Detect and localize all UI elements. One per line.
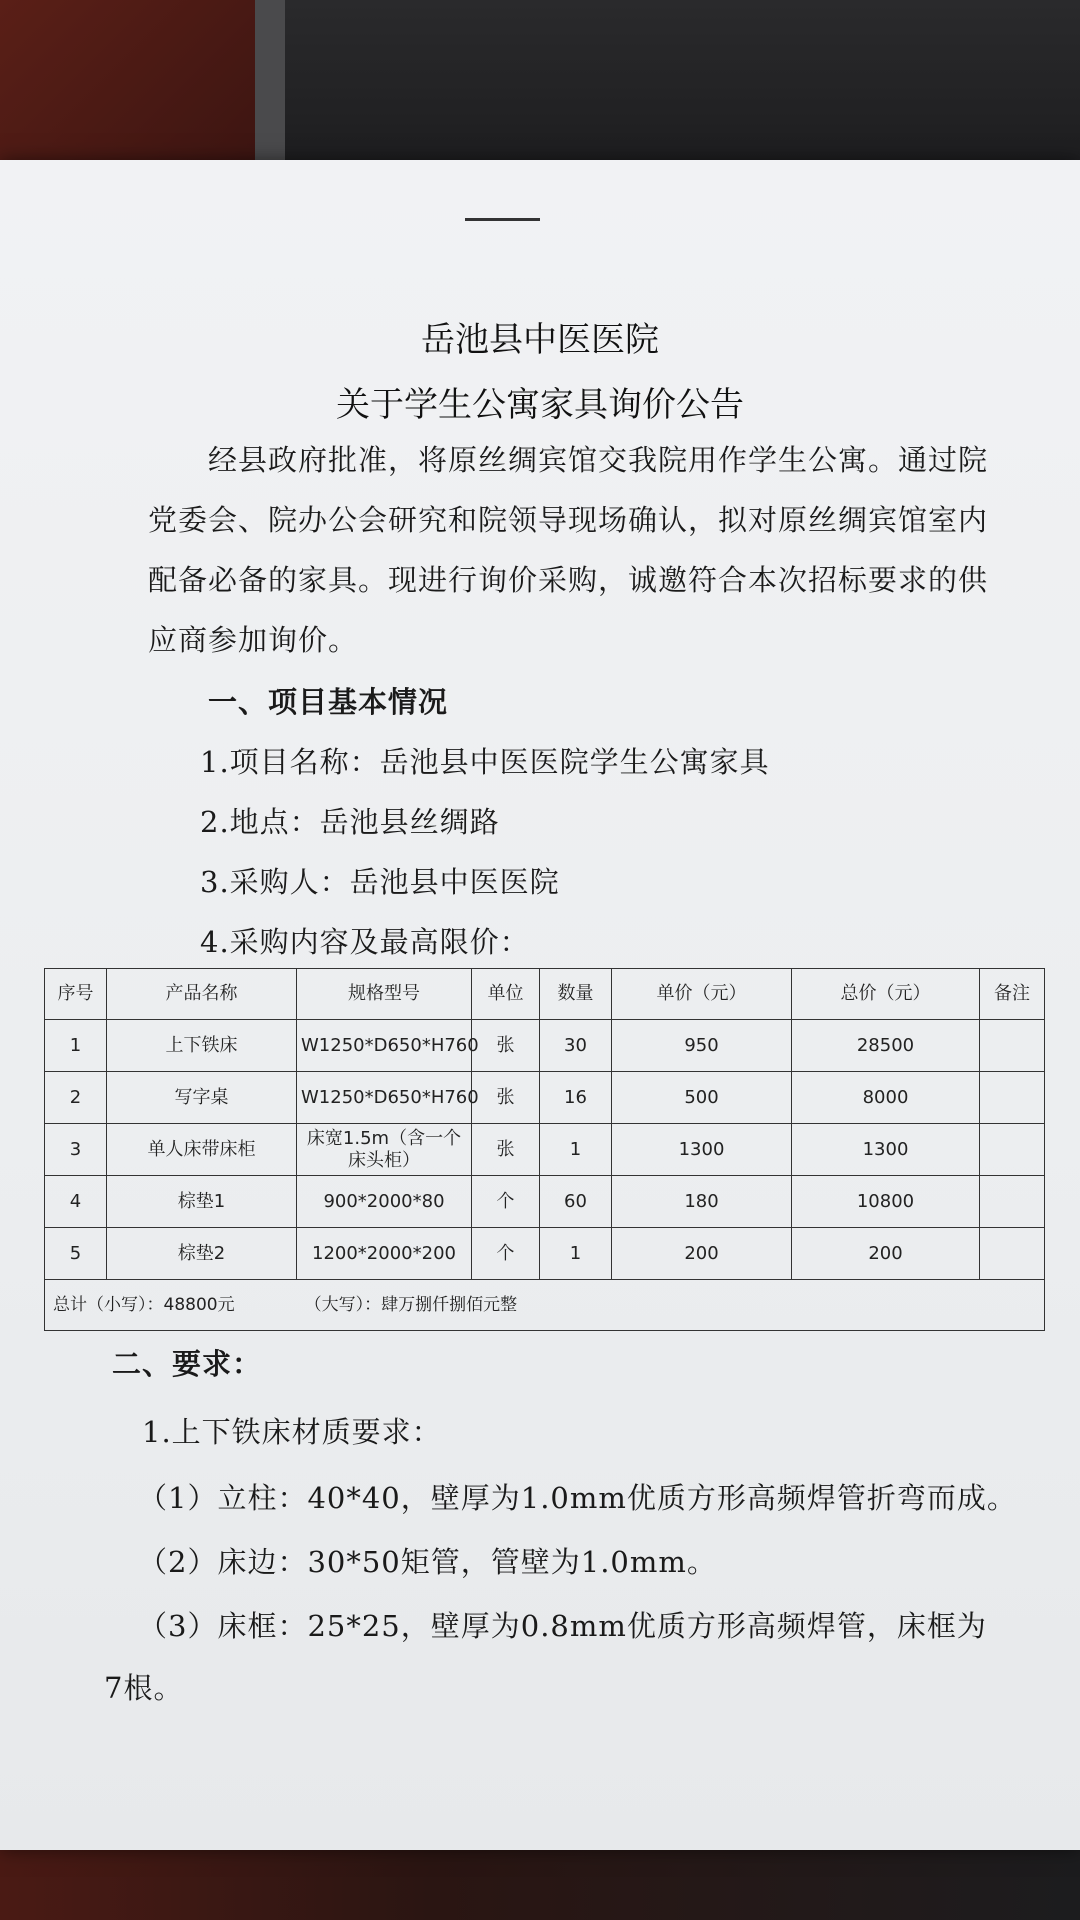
- table-row: [45, 1228, 1045, 1280]
- table-row: [45, 1072, 1045, 1124]
- cell-unit: 个: [472, 1228, 540, 1280]
- project-name: 1.项目名称：岳池县中医医院学生公寓家具: [200, 745, 770, 779]
- intro-line-3: 配备必备的家具。现进行询价采购，诚邀符合本次招标要求的供: [148, 563, 989, 597]
- table-total-row: [45, 1280, 1045, 1331]
- table-header-row: [45, 969, 1045, 1020]
- intro-line-4: 应商参加询价。: [148, 623, 359, 657]
- cell-remark: [980, 1228, 1045, 1280]
- cell-total-price: 28500: [792, 1020, 980, 1072]
- cell-product: 棕垫1: [107, 1176, 297, 1228]
- intro-line-2: 党委会、院办公会研究和院领导现场确认，拟对原丝绸宾馆室内: [148, 503, 989, 537]
- title-hospital: 岳池县中医医院: [421, 320, 659, 360]
- cell-total-price: 200: [792, 1228, 980, 1280]
- cell-remark: [980, 1176, 1045, 1228]
- cell-total-price: 10800: [792, 1176, 980, 1228]
- cell-total-price: 1300: [792, 1124, 980, 1176]
- cell-qty: 1: [540, 1124, 612, 1176]
- cell-product: 写字桌: [107, 1072, 297, 1124]
- requirement-1: （1）立柱：40*40，壁厚为1.0mm优质方形高频焊管折弯而成。: [138, 1481, 1017, 1515]
- table-row: [45, 1176, 1045, 1228]
- cell-seq: 4: [45, 1176, 107, 1228]
- header-remark: 备注: [980, 969, 1045, 1020]
- header-spec: 规格型号: [297, 969, 472, 1020]
- requirement-subheading: 1.上下铁床材质要求：: [142, 1415, 442, 1449]
- intro-line-1: 经县政府批准，将原丝绸宾馆交我院用作学生公寓。通过院: [208, 443, 989, 477]
- cell-spec: W1250*D650*H760: [297, 1072, 472, 1124]
- section-2-heading: 二、要求：: [112, 1347, 263, 1381]
- cell-qty: 30: [540, 1020, 612, 1072]
- cell-unit-price: 200: [612, 1228, 792, 1280]
- cell-qty: 16: [540, 1072, 612, 1124]
- header-seq: 序号: [45, 969, 107, 1020]
- header-product: 产品名称: [107, 969, 297, 1020]
- project-location: 2.地点：岳池县丝绸路: [200, 805, 500, 839]
- table-row: [45, 1020, 1045, 1072]
- cell-seq: 2: [45, 1072, 107, 1124]
- project-purchaser: 3.采购人：岳池县中医医院: [200, 865, 560, 899]
- header-unit-price: 单价（元）: [612, 969, 792, 1020]
- procurement-table: [44, 968, 1045, 1331]
- cell-qty: 1: [540, 1228, 612, 1280]
- total-small: 总计（小写）：48800元: [53, 1295, 235, 1315]
- cell-remark: [980, 1020, 1045, 1072]
- cell-qty: 60: [540, 1176, 612, 1228]
- cell-unit: 张: [472, 1124, 540, 1176]
- cell-unit-price: 1300: [612, 1124, 792, 1176]
- cell-unit-price: 180: [612, 1176, 792, 1228]
- section-1-heading: 一、项目基本情况: [208, 685, 449, 719]
- page-number-mark: [465, 218, 540, 221]
- cell-total-price: 8000: [792, 1072, 980, 1124]
- cell-spec: 1200*2000*200: [297, 1228, 472, 1280]
- cell-spec: W1250*D650*H760: [297, 1020, 472, 1072]
- cell-remark: [980, 1124, 1045, 1176]
- table-row: [45, 1124, 1045, 1176]
- cell-seq: 5: [45, 1228, 107, 1280]
- total-cell: [45, 1280, 1045, 1331]
- cell-spec: 床宽1.5m（含一个床头柜）: [297, 1124, 472, 1176]
- cell-unit-price: 500: [612, 1072, 792, 1124]
- cell-seq: 3: [45, 1124, 107, 1176]
- cell-seq: 1: [45, 1020, 107, 1072]
- title-announcement: 关于学生公寓家具询价公告: [336, 385, 744, 425]
- cell-remark: [980, 1072, 1045, 1124]
- total-big: （大写）：肆万捌仟捌佰元整: [304, 1295, 518, 1315]
- cell-spec: 900*2000*80: [297, 1176, 472, 1228]
- header-qty: 数量: [540, 969, 612, 1020]
- cell-unit: 张: [472, 1072, 540, 1124]
- requirement-3-line-1: （3）床框：25*25，壁厚为0.8mm优质方形高频焊管，床框为: [138, 1609, 987, 1643]
- cell-product: 单人床带床柜: [107, 1124, 297, 1176]
- requirement-3-line-2: 7根。: [104, 1671, 184, 1705]
- project-content: 4.采购内容及最高限价：: [200, 925, 530, 959]
- requirement-2: （2）床边：30*50矩管，管壁为1.0mm。: [138, 1545, 717, 1579]
- cell-unit: 张: [472, 1020, 540, 1072]
- header-total-price: 总价（元）: [792, 969, 980, 1020]
- cell-product: 上下铁床: [107, 1020, 297, 1072]
- cell-unit-price: 950: [612, 1020, 792, 1072]
- cell-unit: 个: [472, 1176, 540, 1228]
- cell-product: 棕垫2: [107, 1228, 297, 1280]
- header-unit: 单位: [472, 969, 540, 1020]
